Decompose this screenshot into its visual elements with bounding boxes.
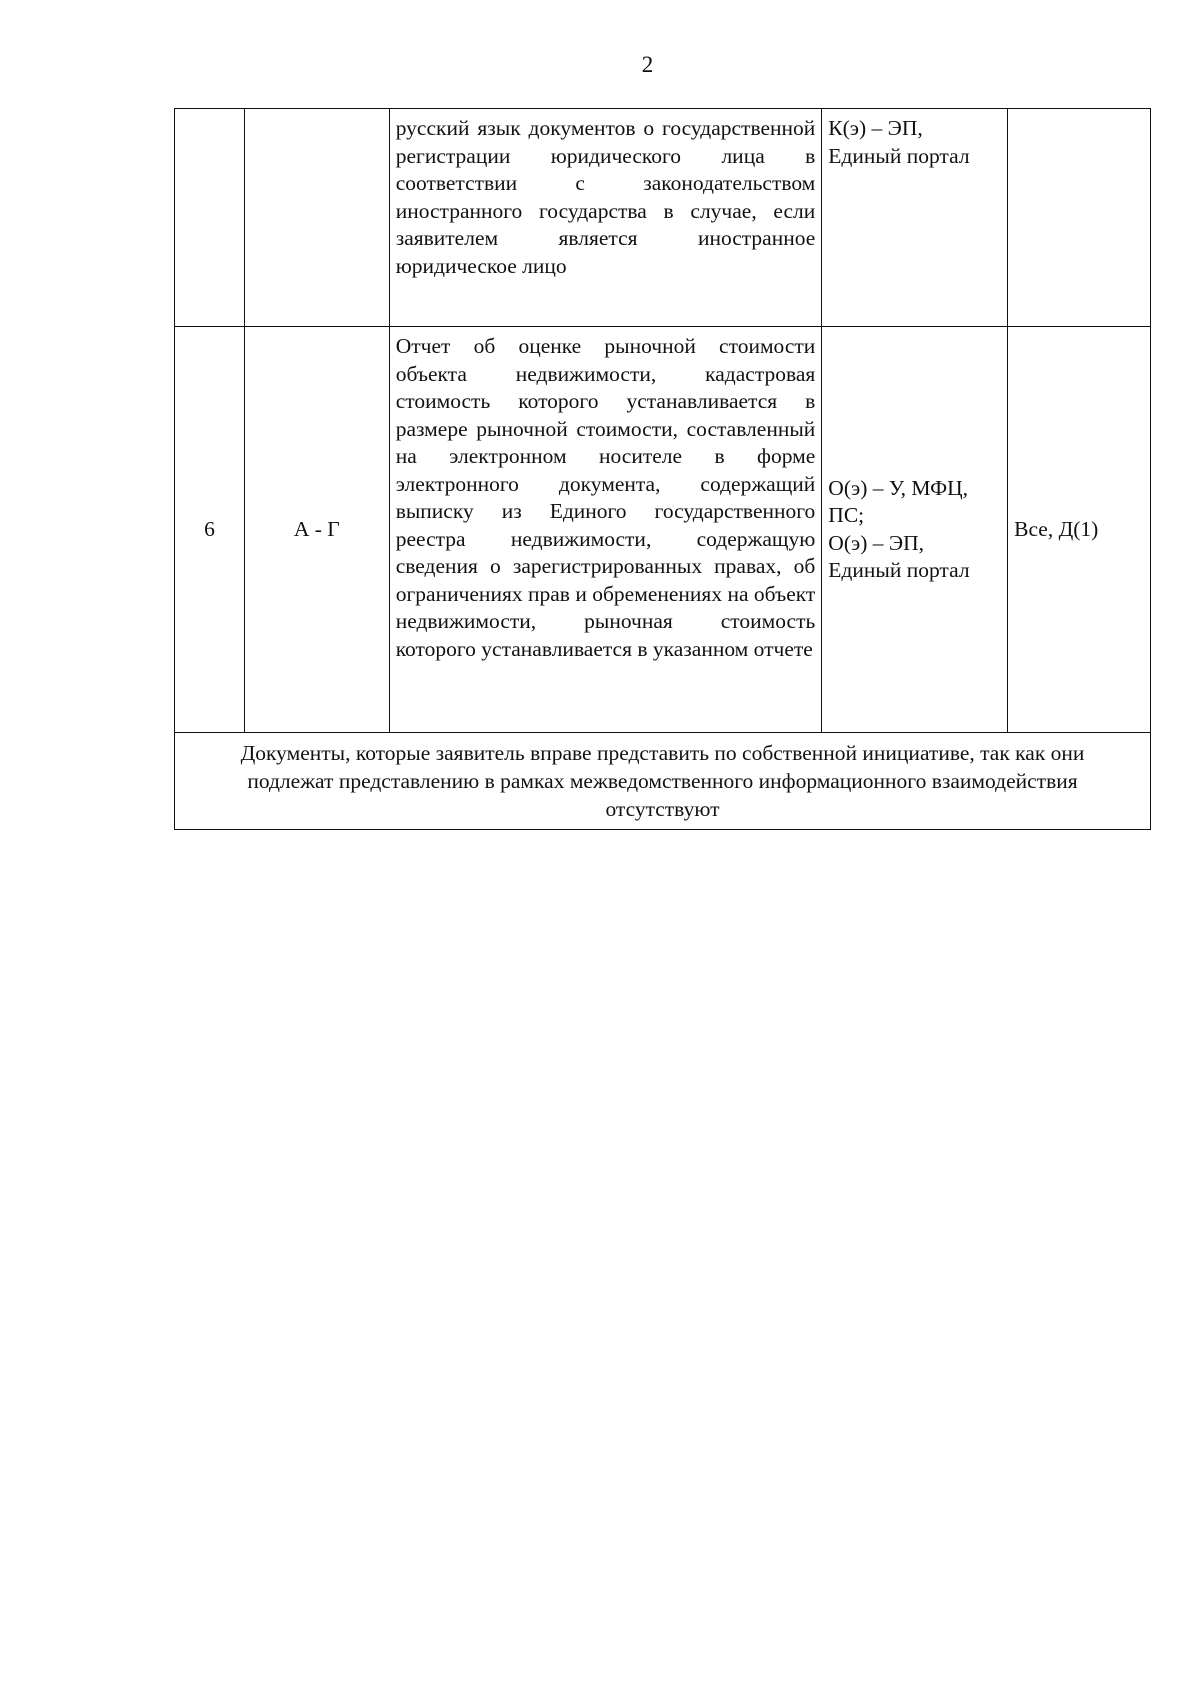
applicant-cell bbox=[1008, 109, 1151, 327]
method-line: ПС; bbox=[828, 503, 865, 527]
description-cell: русский язык документов о государственной регистрации юридического лица в соответствии с законодательством иностранного государства в случае, если заявителем является иностранное юридическое лицо bbox=[389, 109, 822, 327]
method-line: К(э) – ЭП, bbox=[828, 116, 923, 140]
table-row bbox=[175, 109, 1151, 327]
description-cell: Отчет об оценке рыночной стоимости объекта недвижимости, кадастровая стоимость которого устанавливается в размере рыночной стоимости, составленный на электронном носителе в форме электронного документа, содержащий выписку из Единого государственного реестра недвижимости, содержащую сведения о зарегистрированных правах, об ограничениях прав и обременениях на объект недвижимости, рыночная стоимость которого устанавливается в указанном отчете bbox=[389, 327, 822, 733]
method-line: Единый портал bbox=[828, 558, 970, 582]
row-number-cell: 6 bbox=[175, 327, 245, 733]
footer-note-cell bbox=[175, 733, 1151, 830]
category-cell bbox=[244, 109, 389, 327]
table-row bbox=[175, 327, 1151, 733]
footer-note-line: подлежат представлению в рамках межведомственного информационного взаимодействия bbox=[247, 769, 1078, 793]
documents-table bbox=[174, 108, 1151, 830]
row-number-cell bbox=[175, 109, 245, 327]
submission-method-cell bbox=[822, 109, 1008, 327]
submission-method-cell bbox=[822, 327, 1008, 733]
method-line: О(э) – ЭП, bbox=[828, 530, 924, 555]
table-footer-row bbox=[175, 733, 1151, 830]
method-line: О(э) – У, МФЦ, bbox=[828, 475, 969, 500]
footer-note-line: Документы, которые заявитель вправе представить по собственной инициативе, так как они bbox=[240, 741, 1085, 765]
category-cell: А - Г bbox=[244, 327, 389, 733]
footer-note-line: отсутствуют bbox=[605, 797, 720, 821]
applicant-cell: Все, Д(1) bbox=[1008, 327, 1151, 733]
page-number: 2 bbox=[641, 52, 654, 77]
method-line: Единый портал bbox=[828, 143, 970, 168]
